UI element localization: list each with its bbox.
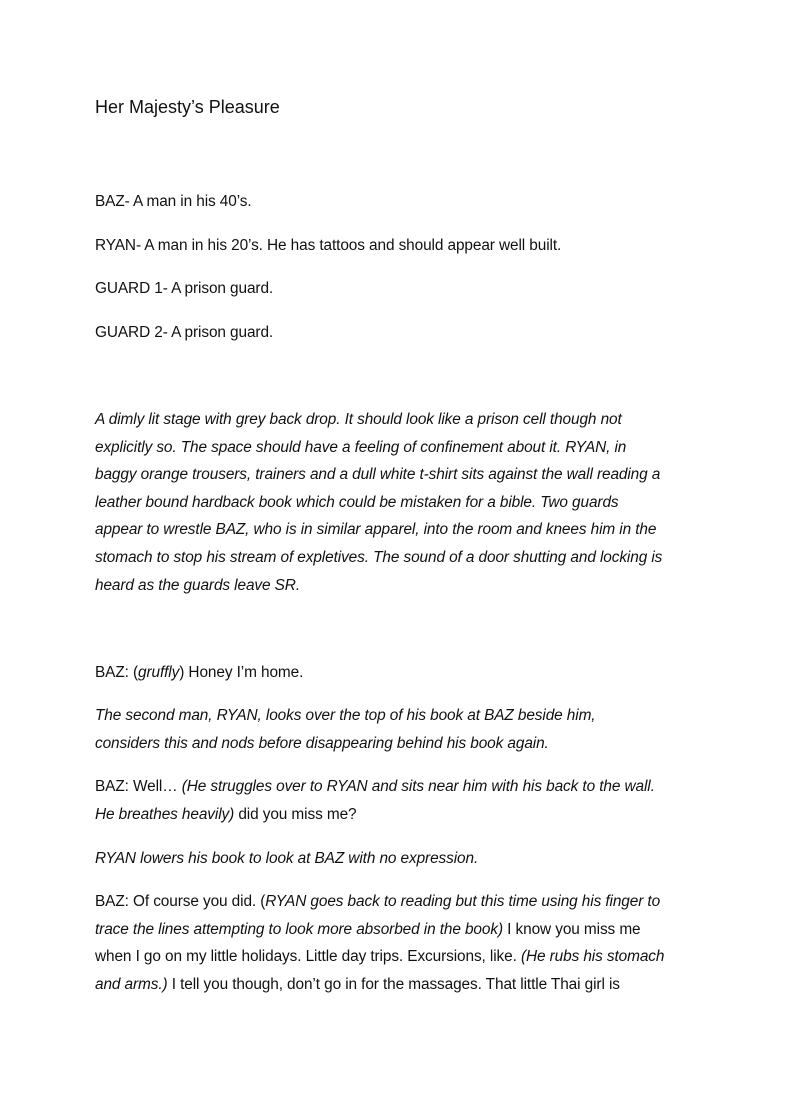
dialogue-direction: trace the lines attempting to look more absorbed in the book) bbox=[95, 921, 503, 938]
dialogue-direction: (He struggles over to RYAN and sits near him with his back to the wall. bbox=[181, 778, 655, 795]
stage-direction-line: RYAN lowers his book to look at BAZ with no expression. bbox=[95, 850, 479, 867]
stage-direction-line: explicitly so. The space should have a feeling of confinement about it. RYAN, in bbox=[95, 439, 627, 456]
character-guard-1: GUARD 1- A prison guard. bbox=[95, 280, 274, 297]
stage-direction-line: A dimly lit stage with grey back drop. It should look like a prison cell though not bbox=[95, 411, 622, 428]
stage-direction-line: baggy orange trousers, trainers and a dull white t-shirt sits against the wall reading a bbox=[95, 466, 661, 483]
character-baz: BAZ- A man in his 40’s. bbox=[95, 193, 252, 210]
dialogue-direction: RYAN goes back to reading but this time using his finger to bbox=[265, 893, 661, 910]
dialogue-line bbox=[95, 920, 641, 940]
dialogue-speaker: BAZ: Well… bbox=[95, 778, 182, 795]
dialogue-text: did you miss me? bbox=[234, 806, 357, 823]
dialogue-line bbox=[95, 663, 303, 683]
dialogue-line bbox=[95, 975, 620, 995]
dialogue-direction: He breathes heavily) bbox=[95, 806, 235, 823]
stage-direction-line: heard as the guards leave SR. bbox=[95, 577, 301, 594]
dialogue-speaker: BAZ: ( bbox=[95, 664, 139, 681]
dialogue-line bbox=[95, 947, 664, 967]
dialogue-text: ) Honey I’m home. bbox=[179, 664, 304, 681]
character-guard-2: GUARD 2- A prison guard. bbox=[95, 324, 274, 341]
stage-direction-line: appear to wrestle BAZ, who is in similar apparel, into the room and knees him in the bbox=[95, 521, 657, 538]
stage-direction-line: considers this and nods before disappearing behind his book again. bbox=[95, 735, 549, 752]
document-title: Her Majesty’s Pleasure bbox=[95, 97, 280, 117]
dialogue-text: I tell you though, don’t go in for the massages. That little Thai girl is bbox=[167, 976, 620, 993]
dialogue-direction: and arms.) bbox=[95, 976, 168, 993]
dialogue-text: I know you miss me bbox=[502, 921, 641, 938]
dialogue-direction: (He rubs his stomach bbox=[520, 948, 665, 965]
stage-direction-line: The second man, RYAN, looks over the top of his book at BAZ beside him, bbox=[95, 707, 596, 724]
character-ryan: RYAN- A man in his 20’s. He has tattoos and should appear well built. bbox=[95, 237, 562, 254]
dialogue-line bbox=[95, 777, 655, 797]
dialogue-line bbox=[95, 892, 660, 912]
dialogue-direction: gruffly bbox=[138, 664, 180, 681]
dialogue-text: BAZ: Of course you did. ( bbox=[95, 893, 266, 910]
stage-direction-line: leather bound hardback book which could be mistaken for a bible. Two guards bbox=[95, 494, 619, 511]
dialogue-line bbox=[95, 805, 356, 825]
dialogue-text: when I go on my little holidays. Little day trips. Excursions, like. bbox=[95, 948, 521, 965]
stage-direction-line: stomach to stop his stream of expletives. The sound of a door shutting and locking is bbox=[95, 549, 663, 566]
